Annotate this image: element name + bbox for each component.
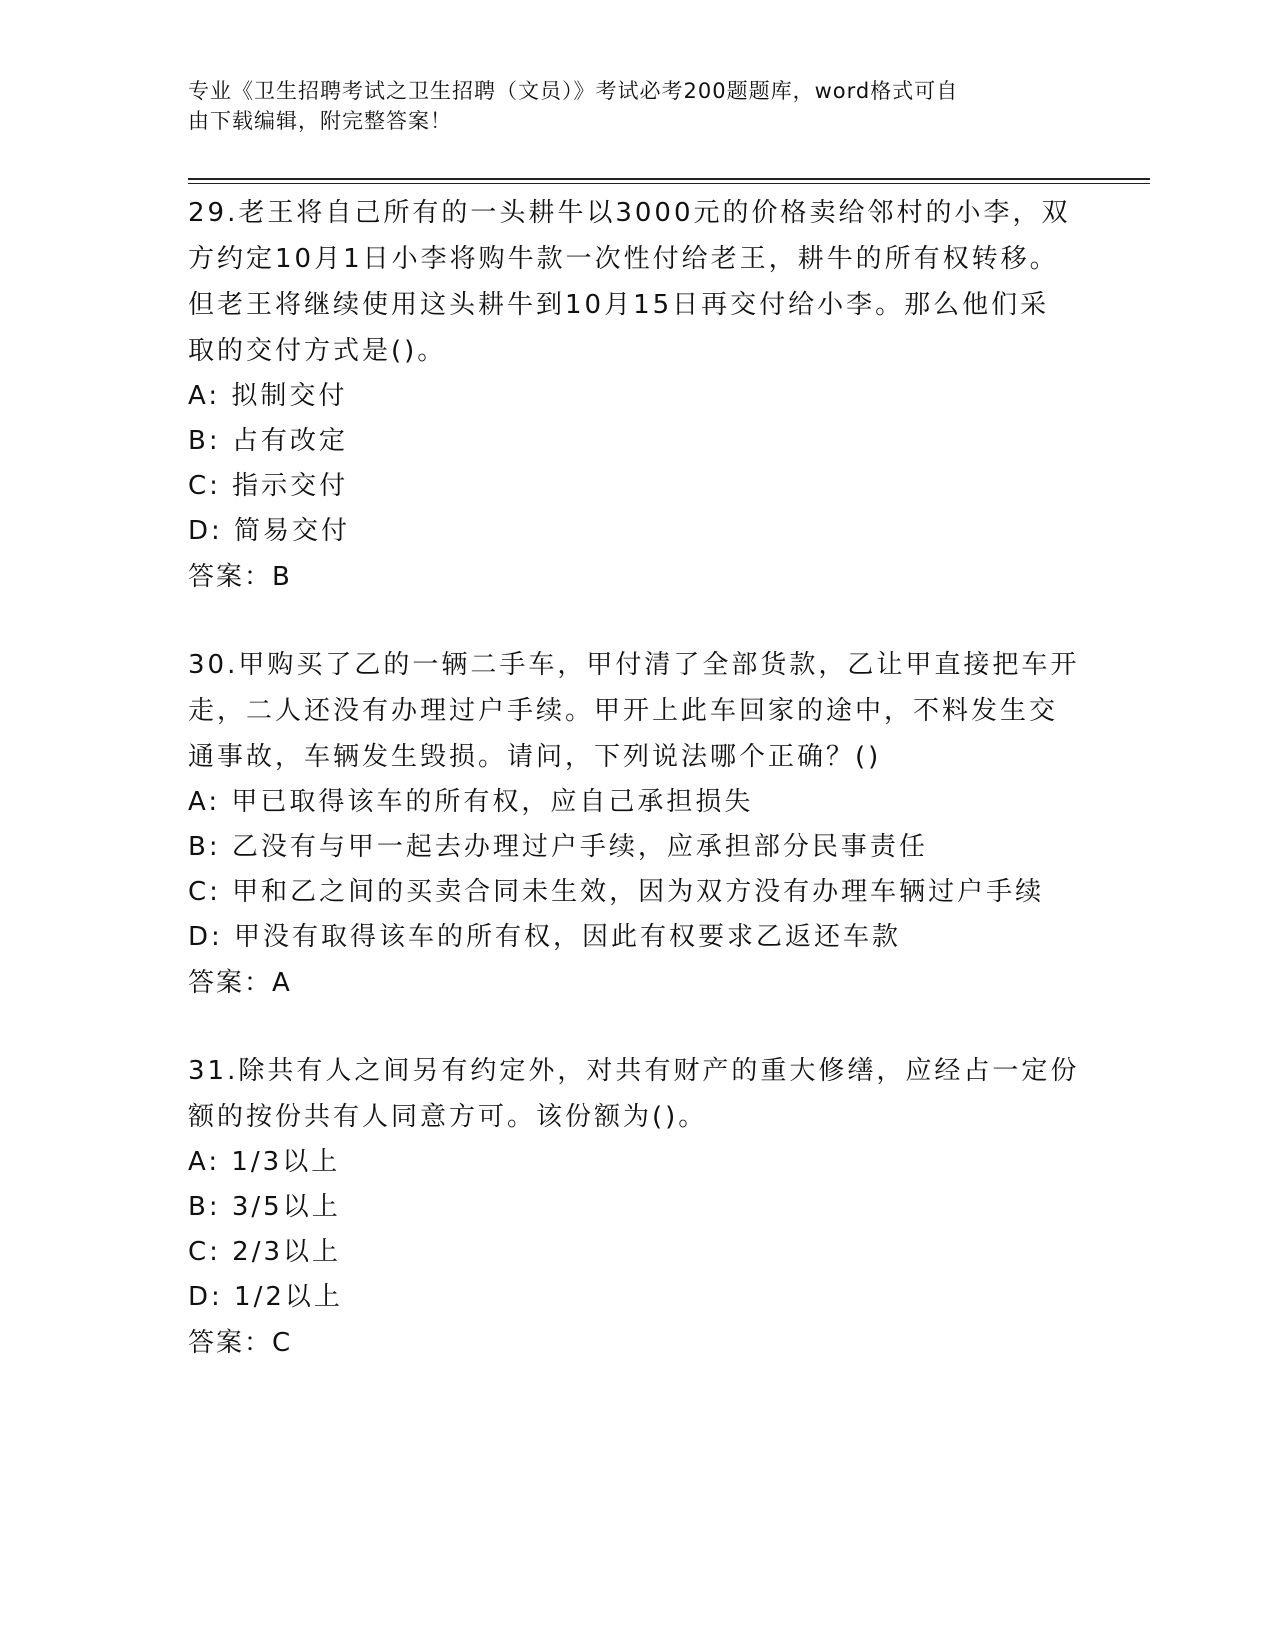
header-line-2: 由下载编辑，附完整答案！: [188, 109, 452, 133]
option-b: B: 乙没有与甲一起去办理过户手续，应承担部分民事责任: [188, 832, 928, 862]
option-c: C: 指示交付: [188, 471, 349, 501]
option-a: A: 拟制交付: [188, 381, 348, 411]
question-stem-line: 29.老王将自己所有的一头耕牛以3000元的价格卖给邻村的小李，双: [188, 198, 1071, 228]
question-30: [188, 642, 1088, 1006]
document-header: [188, 76, 1068, 136]
answer-label: 答案：A: [188, 968, 292, 998]
question-29: [188, 190, 1088, 600]
question-stem-line: 31.除共有人之间另有约定外，对共有财产的重大修缮，应经占一定份: [188, 1056, 1080, 1086]
question-31: [188, 1048, 1088, 1366]
option-a: A: 甲已取得该车的所有权，应自己承担损失: [188, 787, 754, 817]
option-c: C: 2/3以上: [188, 1237, 342, 1267]
option-a: A: 1/3以上: [188, 1147, 341, 1177]
question-stem-line: 但老王将继续使用这头耕牛到10月15日再交付给小李。那么他们采: [188, 290, 1050, 320]
question-list: [188, 190, 1088, 1366]
question-stem-line: 走，二人还没有办理过户手续。甲开上此车回家的途中，不料发生交: [188, 696, 1059, 726]
question-spacer: [188, 1006, 1088, 1048]
question-stem-line: 通事故，车辆发生毁损。请问，下列说法哪个正确？(): [188, 742, 882, 772]
header-line-1: 专业《卫生招聘考试之卫生招聘（文员）》考试必考200题题库，word格式可自: [188, 79, 959, 103]
answer-label: 答案：B: [188, 562, 292, 592]
question-stem-line: 30.甲购买了乙的一辆二手车，甲付清了全部货款，乙让甲直接把车开: [188, 650, 1080, 680]
answer-label: 答案：C: [188, 1328, 293, 1358]
option-b: B: 占有改定: [188, 426, 348, 456]
option-c: C: 甲和乙之间的买卖合同未生效，因为双方没有办理车辆过户手续: [188, 877, 1045, 907]
option-b: B: 3/5以上: [188, 1192, 341, 1222]
option-d: D: 简易交付: [188, 516, 351, 546]
question-stem-line: 额的按份共有人同意方可。该份额为()。: [188, 1102, 708, 1132]
question-stem-line: 方约定10月1日小李将购牛款一次性付给老王，耕牛的所有权转移。: [188, 244, 1059, 274]
option-d: D: 1/2以上: [188, 1282, 343, 1312]
question-spacer: [188, 600, 1088, 642]
option-d: D: 甲没有取得该车的所有权，因此有权要求乙返还车款: [188, 922, 902, 952]
header-divider-thin: [188, 183, 1150, 184]
question-stem-line: 取的交付方式是()。: [188, 336, 447, 366]
header-divider-thick: [188, 178, 1150, 180]
